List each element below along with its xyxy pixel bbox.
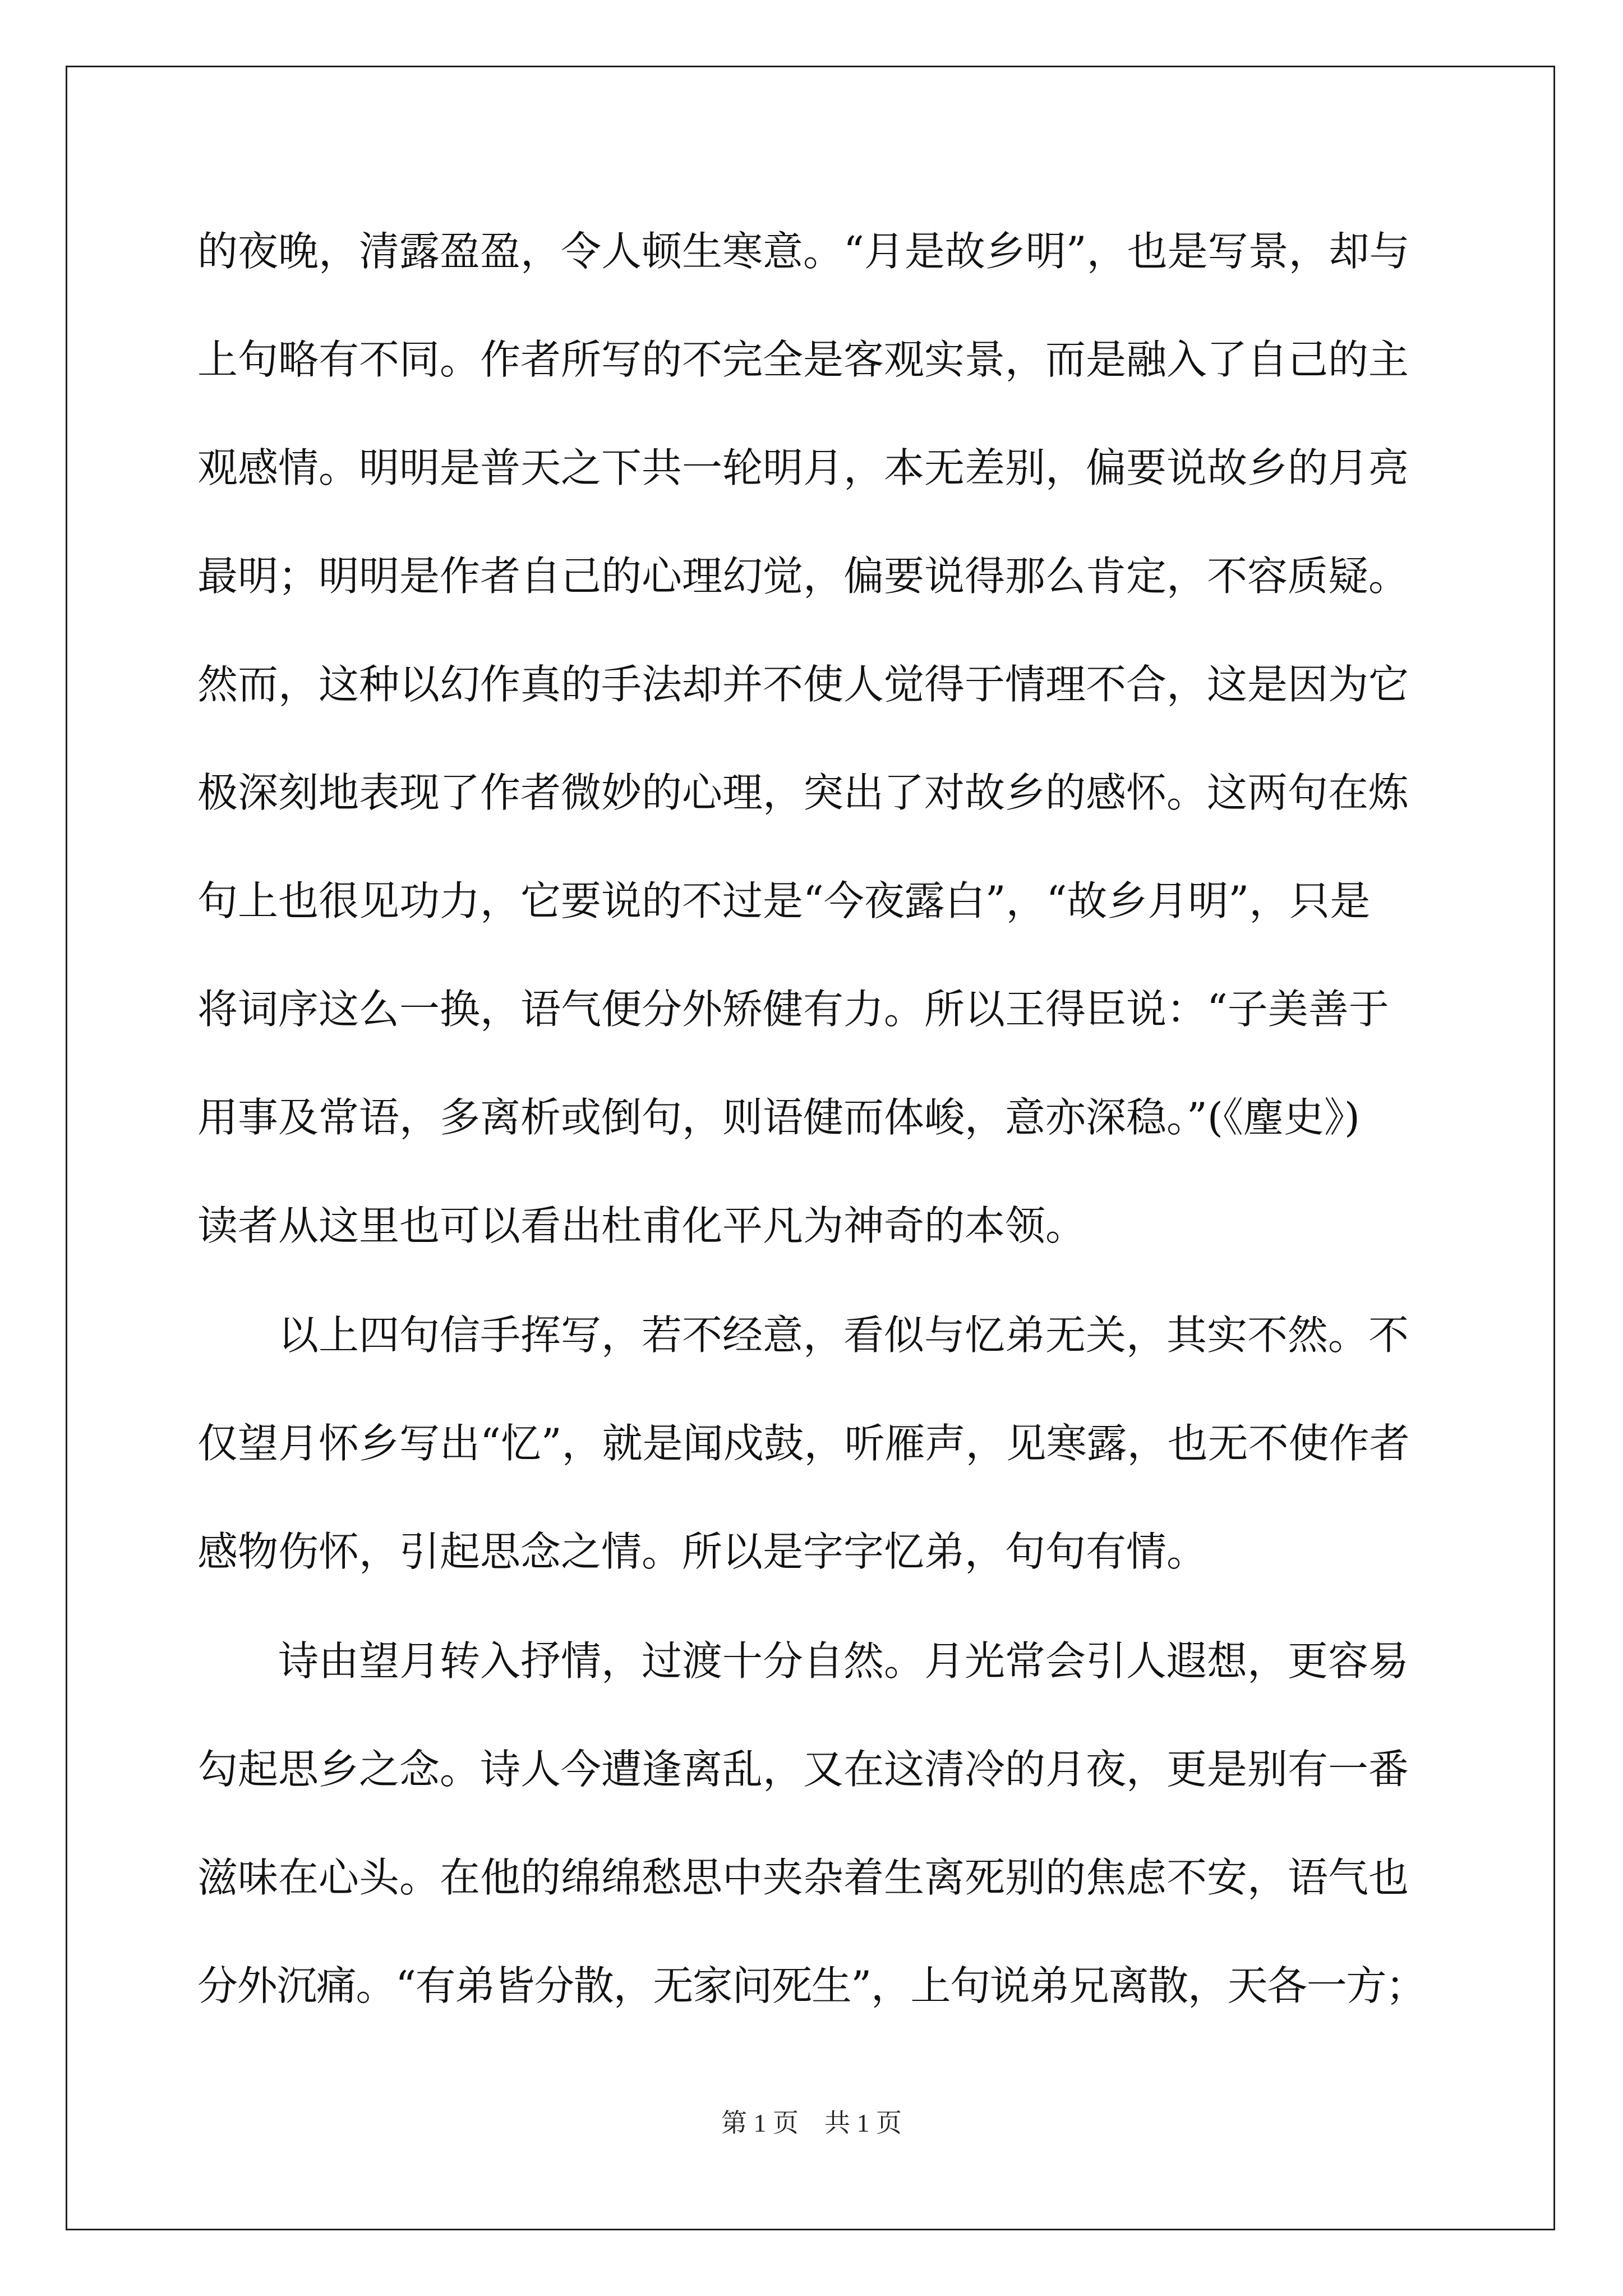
text-line: 句上也很见功力，它要说的不过是“今夜露白”，“故乡月明”，只是: [197, 877, 1371, 924]
text-line: 感物伤怀，引起思念之情。所以是字字忆弟，句句有情。: [197, 1528, 1207, 1575]
text-line: 勾起思乡之念。诗人今遭逢离乱，又在这清冷的月夜，更是别有一番: [197, 1746, 1409, 1793]
text-line: 最明；明明是作者自己的心理幻觉，偏要说得那么肯定，不容质疑。: [197, 553, 1409, 600]
text-line: 观感情。明明是普天之下共一轮明月，本无差别，偏要说故乡的月亮: [197, 444, 1409, 491]
text-line: 的夜晚，清露盈盈，令人顿生寒意。“月是故乡明”，也是写景，却与: [197, 228, 1410, 275]
text-line: 分外沉痛。“有弟皆分散，无家问死生”，上句说弟兄离散，天各一方；: [197, 1962, 1426, 2009]
text-line: 仅望月怀乡写出“忆”，就是闻戍鼓，听雁声，见寒露，也无不使作者: [197, 1420, 1410, 1467]
page-number-footer: 第 1 页 共 1 页: [721, 2109, 902, 2137]
text-line: 以上四句信手挥写，若不经意，看似与忆弟无关，其实不然。不: [197, 1312, 1409, 1359]
text-line: 上句略有不同。作者所写的不完全是客观实景，而是融入了自己的主: [197, 336, 1409, 383]
text-line: 将词序这么一换，语气便分外矫健有力。所以王得臣说：“子美善于: [197, 986, 1389, 1033]
text-line: 然而，这种以幻作真的手法却并不使人觉得于情理不合，这是因为它: [197, 661, 1409, 708]
text-line: 诗由望月转入抒情，过渡十分自然。月光常会引人遐想，更容易: [197, 1637, 1409, 1685]
text-line: 读者从这里也可以看出杜甫化平凡为神奇的本领。: [197, 1202, 1086, 1249]
text-line: 滋味在心头。在他的绵绵愁思中夹杂着生离死别的焦虑不安，语气也: [197, 1854, 1409, 1901]
text-line: 用事及常语，多离析或倒句，则语健而体峻，意亦深稳。”(《麈史》): [197, 1094, 1360, 1141]
text-line: 极深刻地表现了作者微妙的心理，突出了对故乡的感怀。这两句在炼: [197, 769, 1409, 816]
